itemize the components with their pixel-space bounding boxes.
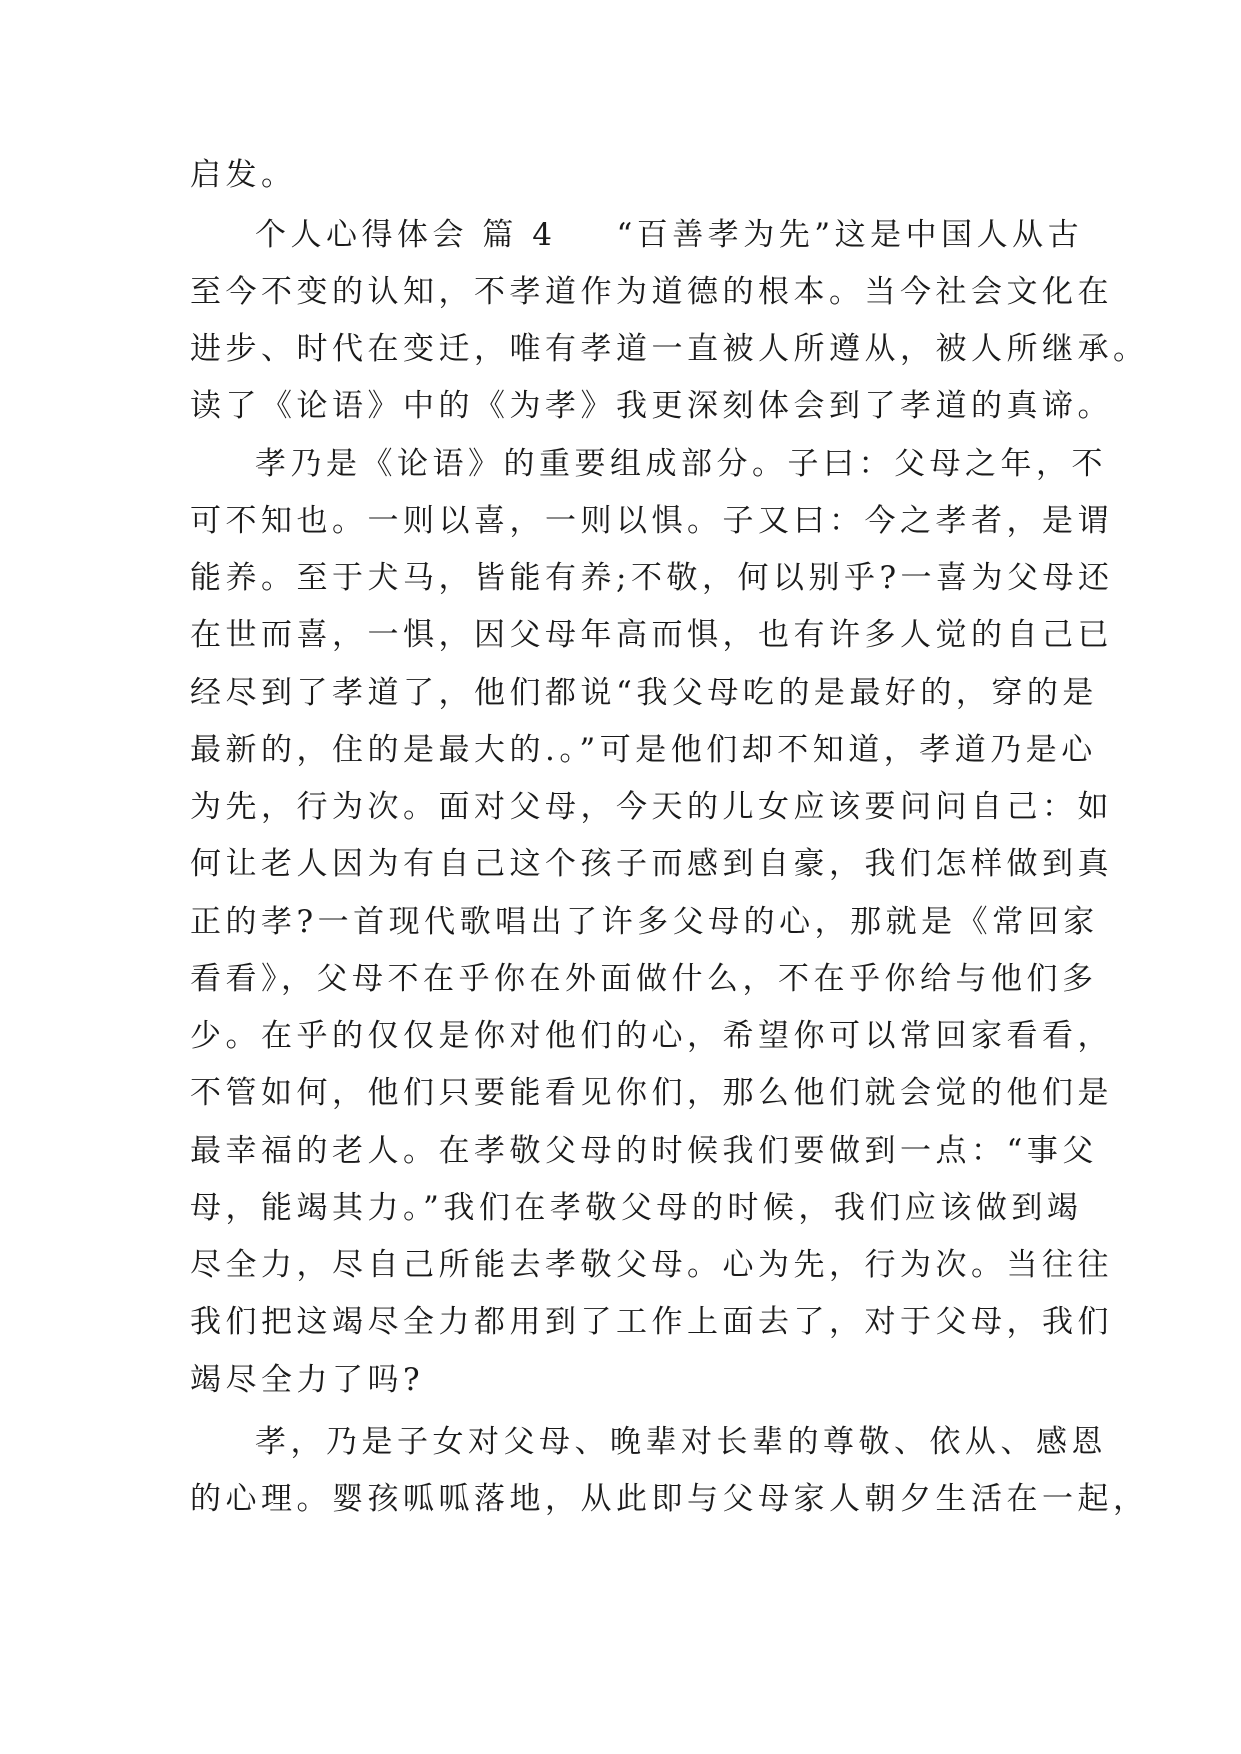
text-line: 不管如何，他们只要能看见你们，那么他们就会觉的他们是 [190,1075,1113,1111]
text-line: 能养。至于犬马，皆能有养;不敬，何以别乎?一喜为父母还 [190,560,1114,596]
text-line: 最幸福的老人。在孝敬父母的时候我们要做到一点：“事父 [190,1133,1098,1169]
text-line: 最新的，住的是最大的.。”可是他们却不知道，孝道乃是心 [190,732,1097,768]
text-line: 看看》，父母不在乎你在外面做什么，不在乎你给与他们多 [190,961,1098,997]
text-line: 在世而喜，一惧，因父母年高而惧，也有许多人觉的自己已 [190,617,1113,653]
text-line: 经尽到了孝道了，他们都说“我父母吃的是最好的，穿的是 [190,675,1098,711]
text-line: 竭尽全力了吗? [190,1362,425,1398]
text-line: 母，能竭其力。”我们在孝敬父母的时候，我们应该做到竭 [190,1190,1083,1226]
text-line: 为先，行为次。面对父母，今天的儿女应该要问问自己：如 [190,789,1113,825]
text-line: 启发。 [190,157,297,193]
text-line: 何让老人因为有自己这个孩子而感到自豪，我们怎样做到真 [190,846,1113,882]
text-line: 可不知也。一则以喜，一则以惧。子又曰：今之孝者，是谓 [190,503,1113,539]
text-line: 进步、时代在变迁，唯有孝道一直被人所遵从，被人所继承。 [190,331,1149,367]
text-line: 少。在乎的仅仅是你对他们的心，希望你可以常回家看看， [190,1018,1113,1054]
section-heading: 个人心得体会 篇 4 [255,217,557,253]
paragraph-first-line: 孝，乃是子女对父母、晚辈对长辈的尊敬、依从、感恩 [255,1424,1107,1460]
text-line: 读了《论语》中的《为孝》我更深刻体会到了孝道的真谛。 [190,388,1113,424]
text-line: 的心理。婴孩呱呱落地，从此即与父母家人朝夕生活在一起， [190,1481,1149,1517]
paragraph-first-line: 孝乃是《论语》的重要组成部分。子曰：父母之年，不 [255,446,1107,482]
section-heading-line [255,210,1135,260]
text-line: 正的孝?一首现代歌唱出了许多父母的心，那就是《常回家 [190,904,1099,940]
text-line: 我们把这竭尽全力都用到了工作上面去了，对于父母，我们 [190,1304,1113,1340]
text-line: 尽全力，尽自己所能去孝敬父母。心为先，行为次。当往往 [190,1247,1113,1283]
text-line: 至今不变的认知，不孝道作为道德的根本。当今社会文化在 [190,274,1113,310]
paragraph-start: “百善孝为先”这是中国人从古 [616,217,1084,253]
